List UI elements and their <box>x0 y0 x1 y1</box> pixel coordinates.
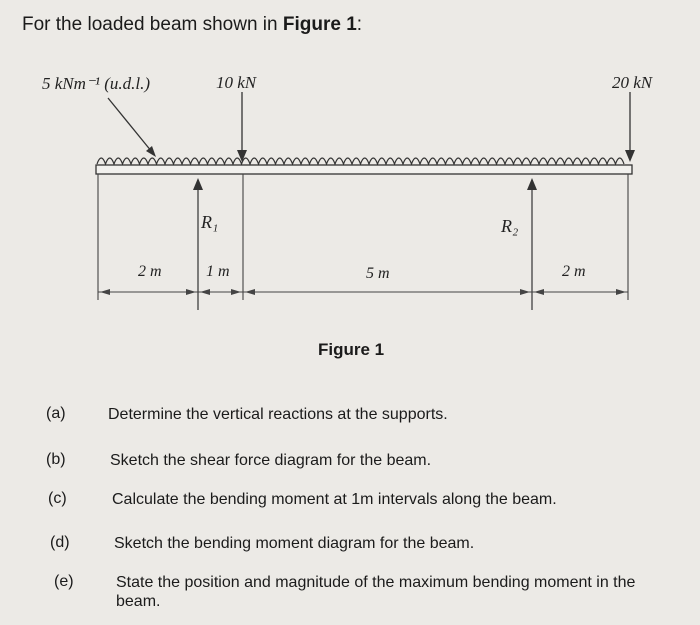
dim-label-4: 2 m <box>562 263 586 280</box>
load-10kn-label: 10 kN <box>216 73 257 92</box>
question-c-text: Calculate the bending moment at 1m intervals along the beam. <box>112 491 557 508</box>
load-10kn-arrowhead <box>237 150 247 162</box>
question-b-label: (b) <box>46 451 66 468</box>
question-b-text: Sketch the shear force diagram for the beam. <box>110 452 432 469</box>
heading-figure-ref: Figure 1 <box>282 14 357 35</box>
reaction-r2-arrowhead <box>527 178 537 190</box>
udl-pointer-line <box>108 98 152 152</box>
dim-label-3: 5 m <box>366 265 390 282</box>
beam <box>96 165 632 174</box>
dim-label-2: 1 m <box>206 263 230 280</box>
load-20kn-arrowhead <box>625 150 635 162</box>
reaction-r1-arrowhead <box>193 178 203 190</box>
question-d-text: Sketch the bending moment diagram for the beam. <box>114 535 475 552</box>
question-e-label: (e) <box>54 573 74 590</box>
figure-caption: Figure 1 <box>318 340 385 359</box>
question-a-label: (a) <box>46 405 66 422</box>
question-d-label: (d) <box>50 534 70 551</box>
question-e-text: State the position and magnitude of the maximum bending moment in the beam. <box>116 574 636 610</box>
dim-label-1: 2 m <box>138 263 162 280</box>
udl-pointer-arrowhead <box>146 146 156 157</box>
reaction-r2-label: R₂ <box>501 216 519 236</box>
udl-label: 5 kNm⁻¹ (u.d.l.) <box>42 74 151 93</box>
load-20kn-label: 20 kN <box>612 73 653 92</box>
udl-wave <box>97 158 624 164</box>
question-c-label: (c) <box>48 490 67 507</box>
reaction-r1-label: R₁ <box>201 212 219 232</box>
heading-text: For the loaded beam shown in <box>22 14 283 35</box>
heading-colon: : <box>356 14 363 35</box>
question-a-text: Determine the vertical reactions at the supports. <box>108 406 448 423</box>
